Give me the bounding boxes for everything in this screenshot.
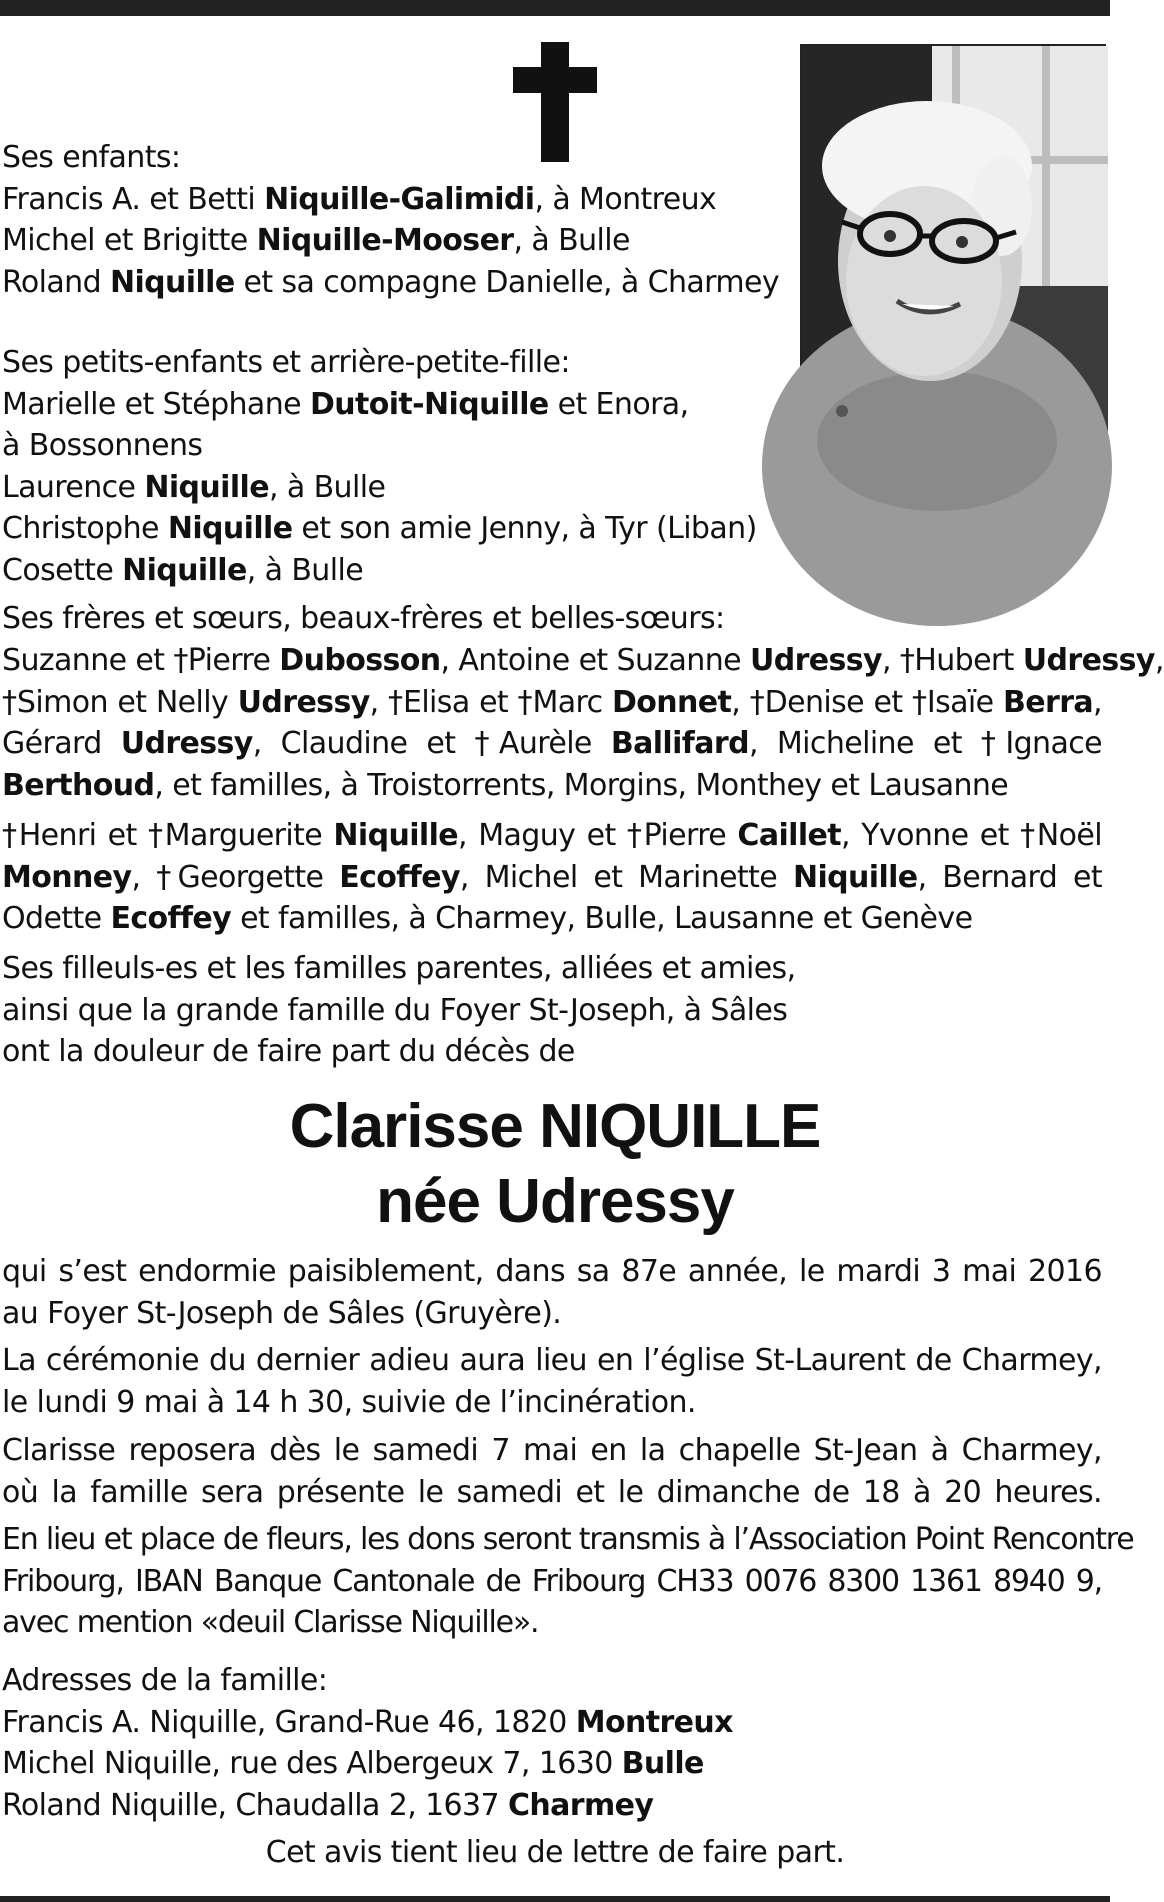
child-line: Roland Niquille et sa compagne Danielle, à Charmey: [2, 264, 779, 300]
ceremony: [2, 1340, 1102, 1423]
grandchildren-block: [2, 342, 757, 591]
sibling-line: Berthoud, et familles, à Troistorrents, Morgins, Monthey et Lausanne: [2, 767, 1009, 803]
address-line: Michel Niquille, rue des Albergeux 7, 1630 Bulle: [2, 1746, 704, 1781]
ceremony-line: La cérémonie du dernier adieu aura lieu en l’église St-Laurent de Charmey,: [2, 1343, 1102, 1378]
donations-line: Fribourg, IBAN Banque Cantonale de Fribourg CH33 0076 8300 1361 8940 9,: [2, 1563, 1102, 1599]
closing-note: Cet avis tient lieu de lettre de faire part.: [265, 1835, 845, 1870]
children-heading: Ses enfants:: [2, 140, 181, 175]
grandchild-line: Marielle et Stéphane Dutoit-Niquille et Enora,: [2, 386, 689, 422]
sibling-line: Gérard Udressy, Claudine et †Aurèle Ballifard, Micheline et †Ignace: [2, 726, 1102, 761]
siblings-heading-block: [2, 598, 725, 640]
donations-line: En lieu et place de fleurs, les dons seront transmis à l’Association Point Rencontre: [2, 1522, 1134, 1557]
death-notice-line: qui s’est endormie paisiblement, dans sa 87e année, le mardi 3 mai 2016: [2, 1254, 1102, 1289]
address-line: Roland Niquille, Chaudalla 2, 1637 Charmey: [2, 1787, 654, 1823]
siblings-heading: Ses frères et sœurs, beaux-frères et belles-sœurs:: [2, 601, 725, 636]
donations-line: avec mention «deuil Clarisse Niquille».: [2, 1605, 539, 1640]
deceased-name: Clarisse NIQUILLE: [289, 1092, 821, 1161]
top-rule: [0, 0, 1110, 16]
grandchildren-heading: Ses petits-enfants et arrière-petite-fille:: [2, 345, 570, 380]
siblings-group-2: [2, 815, 1102, 940]
death-notice: [2, 1251, 1102, 1334]
sibling-line: †Henri et †Marguerite Niquille, Maguy et †Pierre Caillet, Yvonne et †Noël: [2, 818, 1102, 853]
sibling-line: Suzanne et †Pierre Dubosson, Antoine et Suzanne Udressy, †Hubert Udressy,: [2, 643, 1164, 678]
sibling-line: †Simon et Nelly Udressy, †Elisa et †Marc Donnet, †Denise et †Isaïe Berra,: [2, 684, 1102, 720]
grandchild-line: à Bossonnens: [2, 428, 203, 463]
deceased-maiden-name: née Udressy: [376, 1167, 734, 1236]
family-top-block: [2, 137, 779, 303]
addresses-heading: Adresses de la famille:: [2, 1663, 328, 1698]
sibling-line: Monney, †Georgette Ecoffey, Michel et Marinette Niquille, Bernard et: [2, 859, 1102, 895]
addresses-block: [2, 1660, 733, 1826]
address-line: Francis A. Niquille, Grand-Rue 46, 1820 Montreux: [2, 1704, 733, 1740]
viewing: [2, 1430, 1102, 1513]
godchildren-line: ainsi que la grande famille du Foyer St-Joseph, à Sâles: [2, 992, 788, 1028]
bottom-rule: [0, 1896, 1110, 1902]
grandchild-line: Laurence Niquille, à Bulle: [2, 469, 386, 505]
child-line: Francis A. et Betti Niquille-Galimidi, à Montreux: [2, 181, 717, 217]
godchildren-line: Ses filleuls-es et les familles parentes, alliées et amies,: [2, 951, 796, 986]
donations: [2, 1519, 1134, 1644]
ceremony-line: le lundi 9 mai à 14 h 30, suivie de l’incinération.: [2, 1384, 696, 1420]
grandchild-line: Christophe Niquille et son amie Jenny, à Tyr (Liban): [2, 511, 757, 546]
siblings-group-1: [2, 640, 1164, 806]
sibling-line: Odette Ecoffey et familles, à Charmey, Bulle, Lausanne et Genève: [2, 901, 973, 936]
godchildren-block: [2, 948, 796, 1073]
portrait-photo: [800, 44, 1106, 454]
godchildren-line: ont la douleur de faire part du décès de: [2, 1034, 575, 1069]
viewing-line: où la famille sera présente le samedi et le dimanche de 18 à 20 heures.: [2, 1474, 1102, 1510]
grandchild-line: Cosette Niquille, à Bulle: [2, 552, 364, 588]
viewing-line: Clarisse reposera dès le samedi 7 mai en la chapelle St-Jean à Charmey,: [2, 1433, 1102, 1468]
death-notice-line: au Foyer St-Joseph de Sâles (Gruyère).: [2, 1295, 562, 1331]
child-line: Michel et Brigitte Niquille-Mooser, à Bulle: [2, 223, 630, 258]
